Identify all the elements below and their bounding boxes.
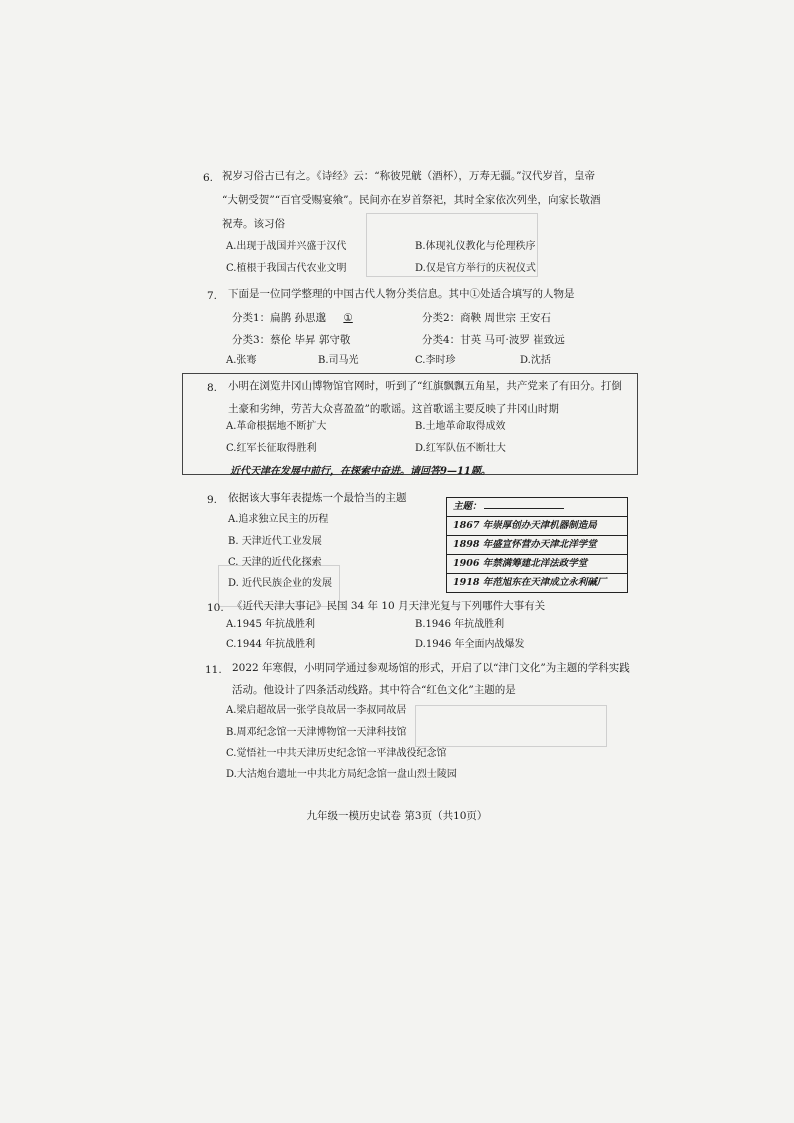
question-9-option-b[interactable]: B. 天津近代工业发展 bbox=[228, 536, 322, 547]
chronology-row: 1918 年范旭东在天津成立永利碱厂 bbox=[453, 577, 607, 588]
question-7-category-3: 分类3：蔡伦 毕昇 郭守敬 bbox=[232, 334, 351, 346]
question-8-number: 8. bbox=[207, 382, 218, 394]
chronology-table-header: 主题： bbox=[447, 498, 627, 517]
question-7-category-4: 分类4：甘英 马可·波罗 崔致远 bbox=[422, 334, 565, 346]
question-7-number: 7. bbox=[207, 290, 218, 302]
question-9-stem: 依据该大事年表提炼一个最恰当的主题 bbox=[228, 492, 407, 504]
question-10-option-a[interactable]: A.1945 年抗战胜利 bbox=[226, 619, 316, 630]
question-10-stem: 《近代天津大事记》民国 34 年 10 月天津光复与下列哪件大事有关 bbox=[232, 600, 546, 612]
question-11-option-c[interactable]: C.觉悟社一中共天津历史纪念馆一平津战役纪念馆 bbox=[226, 748, 447, 759]
question-7-option-b[interactable]: B.司马光 bbox=[318, 355, 359, 366]
question-7-stem: 下面是一位同学整理的中国古代人物分类信息。其中①处适合填写的人物是 bbox=[228, 288, 575, 300]
question-6-option-c[interactable]: C.植根于我国古代农业文明 bbox=[226, 263, 347, 274]
question-9-option-d[interactable]: D. 近代民族企业的发展 bbox=[228, 578, 333, 589]
question-8-line-2: 土豪和劣绅，劳苦大众喜盈盈”的歌谣。这首歌谣主要反映了井冈山时期 bbox=[228, 403, 559, 415]
question-6-option-a[interactable]: A.出现于战国并兴盛于汉代 bbox=[226, 241, 347, 252]
question-11-option-a[interactable]: A.梁启超故居一张学良故居一李叔同故居 bbox=[226, 705, 407, 716]
question-11-line-2: 活动。他设计了四条活动线路。其中符合“红色文化”主题的是 bbox=[232, 684, 516, 696]
question-7-option-a[interactable]: A.张骞 bbox=[226, 355, 257, 366]
question-11-number: 11. bbox=[205, 664, 222, 676]
question-8-option-c[interactable]: C.红军长征取得胜利 bbox=[226, 443, 317, 454]
question-10-option-b[interactable]: B.1946 年抗战胜利 bbox=[415, 619, 505, 630]
question-11-option-d[interactable]: D.大沽炮台遗址一中共北方局纪念馆一盘山烈士陵园 bbox=[226, 769, 457, 780]
theme-blank bbox=[484, 498, 564, 509]
question-9-option-c[interactable]: C. 天津的近代化探索 bbox=[228, 557, 322, 568]
section-intro-9-11: 近代天津在发展中前行，在探索中奋进。请回答9—11题。 bbox=[230, 466, 491, 477]
question-7-category-2: 分类2：商鞅 周世宗 王安石 bbox=[422, 312, 551, 324]
question-8-option-b[interactable]: B.土地革命取得成效 bbox=[415, 421, 506, 432]
bleed-through-box bbox=[415, 705, 607, 747]
question-10-number: 10. bbox=[207, 602, 224, 614]
question-6-line-1: 祝岁习俗古已有之。《诗经》云：“称彼兕觥（酒杯），万寿无疆。”汉代岁首，皇帝 bbox=[222, 170, 595, 182]
question-8-option-a[interactable]: A.革命根据地不断扩大 bbox=[226, 421, 327, 432]
question-9-number: 9. bbox=[207, 494, 218, 506]
page-footer: 九年级一模历史试卷 第3页（共10页） bbox=[306, 810, 488, 822]
question-8-line-1: 小明在浏览井冈山博物馆官网时，听到了“红旗飘飘五角星，共产党来了有田分。打倒 bbox=[228, 380, 622, 392]
category-1-label: 分类1：扁鹊 孙思邈 bbox=[232, 312, 327, 324]
question-8-option-d[interactable]: D.红军队伍不断壮大 bbox=[415, 443, 506, 454]
question-6-option-b[interactable]: B.体现礼仪教化与伦理秩序 bbox=[415, 241, 536, 252]
question-7-option-c[interactable]: C.李时珍 bbox=[415, 355, 456, 366]
question-7-category-1 bbox=[232, 310, 353, 326]
question-6-option-d[interactable]: D.仅是官方举行的庆祝仪式 bbox=[415, 263, 536, 274]
question-11-line-1: 2022 年寒假，小明同学通过参观场馆的形式，开启了以“津门文化”为主题的学科实践 bbox=[232, 662, 630, 674]
question-11-option-b[interactable]: B.周邓纪念馆一天津博物馆一天津科技馆 bbox=[226, 727, 407, 738]
chronology-row: 1898 年盛宣怀营办天津北洋学堂 bbox=[447, 536, 627, 555]
question-6-number: 6. bbox=[203, 172, 214, 184]
question-6-line-2: “大朝受贺”“百官受赐宴飨”。民间亦在岁首祭祀，其时全家依次列坐，向家长敬酒 bbox=[222, 194, 601, 206]
question-7-option-d[interactable]: D.沈括 bbox=[520, 355, 551, 366]
question-10-option-d[interactable]: D.1946 年全面内战爆发 bbox=[415, 639, 525, 650]
chronology-row: 1906 年禁满筹建北洋法政学堂 bbox=[447, 555, 627, 574]
chronology-row: 1867 年崇厚创办天津机器制造局 bbox=[447, 517, 627, 536]
question-6-line-3: 祝寿。该习俗 bbox=[222, 218, 285, 230]
question-9-option-a[interactable]: A.追求独立民主的历程 bbox=[228, 514, 329, 525]
category-1-blank: ① bbox=[343, 312, 353, 324]
question-10-option-c[interactable]: C.1944 年抗战胜利 bbox=[226, 639, 316, 650]
chronology-table bbox=[446, 497, 628, 593]
